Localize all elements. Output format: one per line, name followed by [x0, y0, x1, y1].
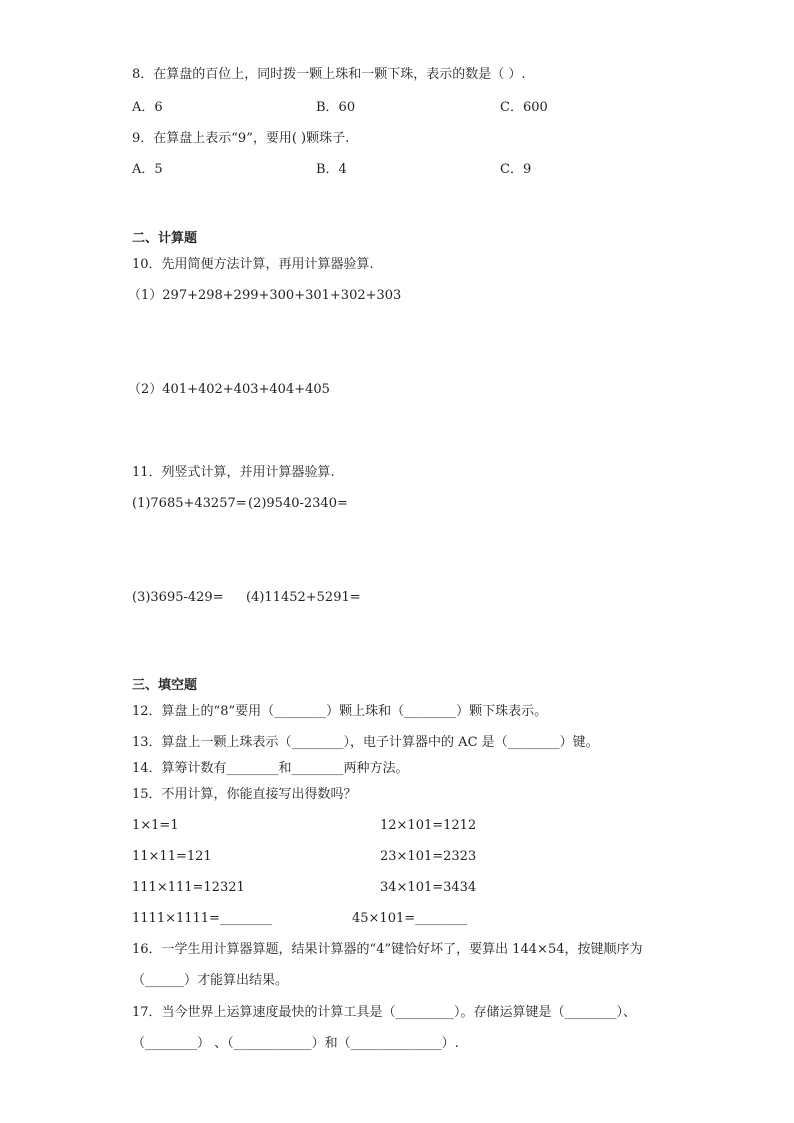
question-9-option-b: B．4	[316, 162, 347, 177]
question-10-part-1: （1）297+298+299+300+301+302+303	[128, 288, 402, 303]
question-15-left-4: 1111×1111=________	[132, 911, 272, 926]
question-9-stem: 9．在算盘上表示“9”，要用( )颗珠子.	[132, 131, 350, 146]
question-9-option-c: C．9	[500, 162, 532, 177]
question-8-option-b: B．60	[316, 100, 356, 115]
question-17-line-2: （________） 、（____________）和（______________）.	[132, 1036, 459, 1051]
question-11-item-4: (4)11452+5291=	[246, 590, 361, 605]
question-8-option-c: C．600	[500, 100, 548, 115]
question-8-option-a: A．6	[132, 100, 163, 115]
question-15-right-4: 45×101=________	[352, 911, 468, 926]
question-15-left-1: 1×1=1	[132, 818, 179, 833]
question-14: 14．算筹计数有________和________两种方法。	[132, 761, 409, 776]
question-15-left-2: 11×11=121	[132, 849, 212, 864]
question-10-stem: 10．先用简便方法计算，再用计算器验算.	[132, 257, 374, 272]
question-17-line-1: 17．当今世界上运算速度最快的计算工具是（_________）。存储运算键是（________）、	[132, 1005, 637, 1020]
question-11-stem: 11．列竖式计算，并用计算器验算.	[132, 465, 335, 480]
question-15-right-3: 34×101=3434	[380, 880, 477, 895]
question-8-stem: 8．在算盘的百位上，同时拨一颗上珠和一颗下珠，表示的数是（ ）.	[132, 67, 526, 82]
question-15-right-2: 23×101=2323	[380, 849, 477, 864]
question-9-option-a: A．5	[132, 162, 163, 177]
question-10-part-2: （2）401+402+403+404+405	[128, 382, 330, 397]
question-11-item-3: (3)3695-429=	[132, 590, 224, 605]
question-15-right-1: 12×101=1212	[380, 818, 477, 833]
question-16-line-1: 16．一学生用计算器算题，结果计算器的“4”键恰好坏了，要算出 144×54，按键顺序为	[132, 942, 643, 957]
question-12: 12．算盘上的“8”要用（________）颗上珠和（________）颗下珠表示。	[132, 704, 548, 719]
question-13: 13．算盘上一颗上珠表示（________），电子计算器中的 AC 是（________）键。	[132, 735, 599, 750]
question-11-item-2: (2)9540-2340=	[248, 496, 348, 511]
question-11-item-1: (1)7685+43257=	[132, 496, 247, 511]
question-15-stem: 15．不用计算，你能直接写出得数吗？	[132, 787, 357, 802]
question-16-line-2: （______）才能算出结果。	[132, 973, 289, 988]
question-15-left-3: 111×111=12321	[132, 880, 245, 895]
section-3-heading: 三、填空题	[132, 678, 198, 693]
section-2-heading: 二、计算题	[132, 231, 198, 246]
